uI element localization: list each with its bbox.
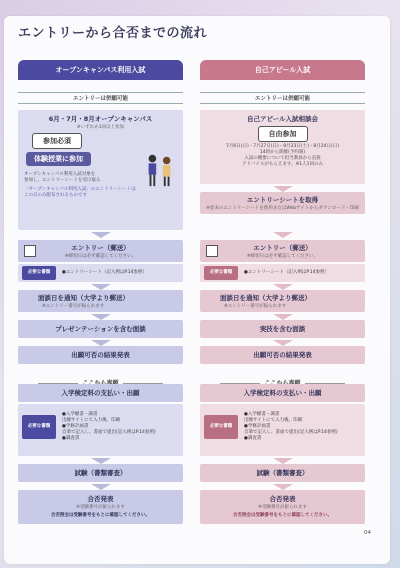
notice-sub: ※エントリー番号が振られます: [42, 304, 105, 309]
notice-title: 面談日を通知（大学より郵送）: [220, 294, 311, 302]
get-sheet-step: [200, 192, 365, 214]
interview-step: [200, 320, 365, 338]
notice-title: 面談日を通知（大学より郵送）: [38, 294, 129, 302]
result-step: [200, 346, 365, 364]
docs-item: ●エントリーシート（記入例はP.14参照）: [244, 270, 330, 275]
exam-title: 試験（書類審査）: [74, 469, 127, 477]
interview-title: プレゼンテーションを含む面談: [55, 325, 146, 333]
consult-box: [200, 110, 365, 184]
final-note: 合否照会は受験番号をもとに確認してください。: [51, 513, 150, 518]
entry-title: エントリー（郵送）: [253, 244, 312, 252]
result-title: 出願可否の結果発表: [253, 351, 312, 359]
result-step: [18, 346, 183, 364]
page-number: 04: [364, 530, 371, 536]
entry-sub: ※締切日は必ず確認してください。: [64, 254, 137, 259]
notice-sub: ※エントリー番号が振られます: [224, 304, 287, 309]
interview-title: 実技を含む面談: [259, 325, 306, 333]
final-note: 合否照会は受験番号をもとに確認してください。: [233, 513, 332, 518]
entry-pill: エントリーは併願可能: [200, 92, 365, 104]
oc-desc1: オープンキャンパス利用入試対象を: [24, 172, 96, 177]
docs2-label: 必要な書類: [22, 415, 56, 439]
docs2-row: [200, 404, 365, 456]
docs2-item: ●入学願書・調書: [244, 412, 280, 417]
oc-subtitle: ※いずれか1回以上参加: [76, 125, 125, 130]
consult-desc2: アドバイスがもらえます。※1人1回のみ: [241, 162, 323, 167]
docs2-item: ●入学願書・調書: [62, 412, 98, 417]
docs2-item: 出願サイトにて入力後、印刷: [62, 418, 121, 423]
docs2-row: [18, 404, 183, 456]
docs-row: [200, 264, 365, 282]
docs-row: [18, 264, 183, 282]
oc-title: 6月・7月・8月オープンキャンパス: [48, 115, 153, 123]
final-title: 合否発表: [269, 495, 296, 503]
get-sheet-title: エントリーシートを取得: [246, 196, 319, 204]
consult-time: 14時から開催(予約制): [259, 150, 306, 155]
exam-step: [200, 464, 365, 482]
pay-step: [18, 384, 183, 402]
docs2-item: ●調査書: [62, 436, 80, 441]
pay-step: [200, 384, 365, 402]
pay-title: 入学検定料の支払い・出願: [61, 389, 140, 397]
docs-label: 必要な書類: [22, 266, 56, 280]
final-step: [200, 490, 365, 524]
trial-class-tag: 体験授業に参加: [26, 152, 91, 166]
consult-title: 自己アピール入試相談会: [246, 115, 319, 123]
get-sheet-sub: ※巻末のエントリーシートを使用またはWebサイトからダウンロード・印刷: [206, 206, 359, 211]
mailbox-icon: [24, 245, 36, 257]
exam-step: [18, 464, 183, 482]
notice-step: [200, 290, 365, 312]
oc-desc2: 参加し、エントリーシートを受け取る: [24, 178, 101, 183]
required-tag: 参加必須: [32, 133, 82, 149]
arrow: [18, 232, 183, 238]
entry-pill: エントリーは併願可能: [18, 92, 183, 104]
column-header: オープンキャンパス利用入試: [18, 60, 183, 80]
oc-desc3: 「オープンキャンパス利用入試」のエントリーシートは: [24, 187, 136, 192]
entry-step: [200, 240, 365, 262]
open-campus-box: [18, 110, 183, 230]
docs2-item: 出願サイトにて入力後、印刷: [244, 418, 303, 423]
final-step: [18, 490, 183, 524]
column-header: 自己アピール入試: [200, 60, 365, 80]
entry-sub: ※締切日は必ず確認してください。: [246, 254, 319, 259]
consult-desc1: 入試の概要について担当教員から直接: [244, 156, 321, 161]
page-title: エントリーから合否までの流れ: [18, 26, 208, 41]
result-title: 出願可否の結果発表: [71, 351, 130, 359]
students-illustration: [141, 150, 179, 190]
interview-step: [18, 320, 183, 338]
pay-title: 入学検定料の支払い・出願: [243, 389, 322, 397]
final-sub: ※受験番号が振られます: [258, 505, 307, 510]
docs2-label: 必要な書類: [204, 415, 238, 439]
docs2-item: 自筆で記入し、書面で提出(記入例はP.14参照): [244, 430, 338, 435]
arrow: [200, 232, 365, 238]
final-title: 合否発表: [87, 495, 114, 503]
docs2-item: ●学修計画書: [244, 424, 271, 429]
free-tag: 自由参加: [258, 126, 308, 142]
entry-step: [18, 240, 183, 262]
separator: [18, 370, 183, 380]
docs-item: ●エントリーシート（記入例はP.14参照）: [62, 270, 148, 275]
docs2-item: 自筆で記入し、書面で提出(記入例はP.14参照): [62, 430, 156, 435]
separator: [200, 370, 365, 380]
final-sub: ※受験番号が振られます: [76, 505, 125, 510]
entry-title: エントリー（郵送）: [71, 244, 130, 252]
docs2-item: ●調査書: [244, 436, 262, 441]
oc-desc4: この日のみ配布されるものです: [24, 193, 87, 198]
notice-step: [18, 290, 183, 312]
mailbox-icon: [206, 245, 218, 257]
docs2-item: ●学修計画書: [62, 424, 89, 429]
exam-title: 試験（書類審査）: [256, 469, 309, 477]
consult-dates: 7月6日(日)・7月27日(日)・8月23日(土)・8月24日(日): [225, 144, 340, 149]
docs-label: 必要な書類: [204, 266, 238, 280]
